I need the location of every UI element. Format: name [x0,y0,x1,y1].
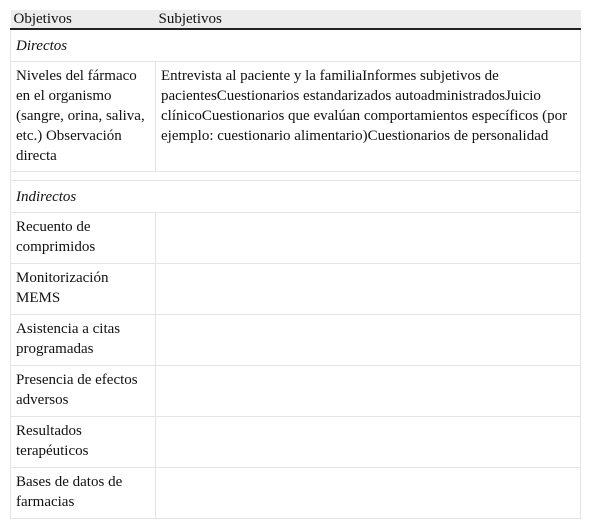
indirectos-item-cell: Resultados terapéuticos [11,417,156,468]
methods-table-container [10,10,580,519]
empty-cell [156,468,581,519]
section-row-directos [11,29,581,62]
table-row [11,62,581,172]
section-row-indirectos [11,181,581,213]
indirectos-item-cell: Recuento de comprimidos [11,213,156,264]
empty-cell [156,417,581,468]
section-title-indirectos: Indirectos [11,181,581,213]
indirectos-item-cell: Bases de datos de farmacias [11,468,156,519]
empty-cell [156,315,581,366]
directos-subjetivo-cell: Entrevista al paciente y la familiaInformes subjetivos de pacientesCuestionarios estandarizados autoadministradosJuicio clínicoCuestionarios que evalúan comportamientos específicos (por ejemplo: cuestionario alimentario)Cuestionarios de personalidad [156,62,581,172]
directos-objetivo-cell: Niveles del fármaco en el organismo (sangre, orina, saliva, etc.) Observación directa [11,62,156,172]
table-row [11,264,581,315]
indirectos-item-cell: Monitorización MEMS [11,264,156,315]
adherence-methods-table [10,10,581,519]
section-title-directos: Directos [11,29,581,62]
empty-cell [156,213,581,264]
indirectos-item-cell: Asistencia a citas programadas [11,315,156,366]
table-header-row [11,10,581,29]
empty-cell [156,366,581,417]
table-row [11,468,581,519]
table-row [11,417,581,468]
indirectos-item-cell: Presencia de efectos adversos [11,366,156,417]
spacer-cell [11,172,581,181]
table-row [11,366,581,417]
header-subjetivos: Subjetivos [156,10,581,29]
table-row [11,213,581,264]
table-row [11,315,581,366]
empty-cell [156,264,581,315]
spacer-row [11,172,581,181]
header-objetivos: Objetivos [11,10,156,29]
